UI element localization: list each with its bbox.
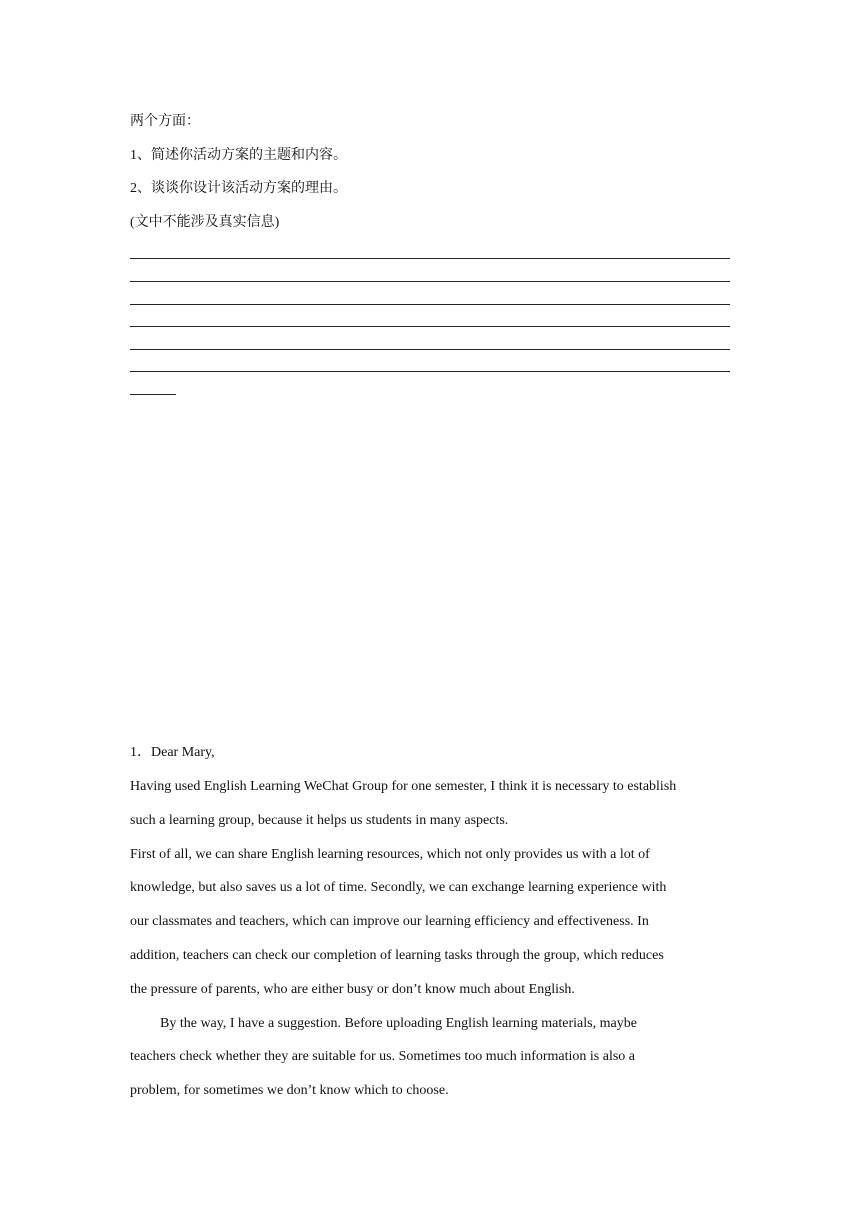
answer-line: First of all, we can share English learning resources, which not only provides us with a lot of (130, 847, 650, 862)
writing-line (130, 326, 730, 327)
answer-line: knowledge, but also saves us a lot of time. Secondly, we can exchange learning experience with (130, 880, 667, 895)
answer-line: Having used English Learning WeChat Group for one semester, I think it is necessary to establish (130, 779, 677, 794)
answer-line: teachers check whether they are suitable for us. Sometimes too much information is also a (130, 1049, 636, 1064)
prompt-point-1: 1、简述你活动方案的主题和内容。 (130, 148, 347, 163)
answer-heading: 1．Dear Mary, (130, 745, 215, 760)
answer-line: By the way, I have a suggestion. Before uploading English learning materials, maybe (160, 1016, 637, 1031)
answer-line: such a learning group, because it helps us students in many aspects. (130, 813, 509, 828)
writing-line (130, 281, 730, 282)
writing-line (130, 304, 730, 305)
writing-line-short (130, 394, 176, 395)
answer-line: problem, for sometimes we don’t know which to choose. (130, 1083, 449, 1098)
writing-line (130, 371, 730, 372)
answer-line: the pressure of parents, who are either busy or don’t know much about English. (130, 982, 575, 997)
prompt-point-2: 2、谈谈你设计该活动方案的理由。 (130, 181, 347, 196)
answer-line: our classmates and teachers, which can improve our learning efficiency and effectiveness. In (130, 914, 649, 929)
answer-line: addition, teachers can check our completion of learning tasks through the group, which reduces (130, 948, 664, 963)
prompt-note: (文中不能涉及真实信息) (130, 215, 280, 230)
prompt-intro: 两个方面： (130, 114, 200, 129)
writing-line (130, 349, 730, 350)
writing-line (130, 258, 730, 259)
